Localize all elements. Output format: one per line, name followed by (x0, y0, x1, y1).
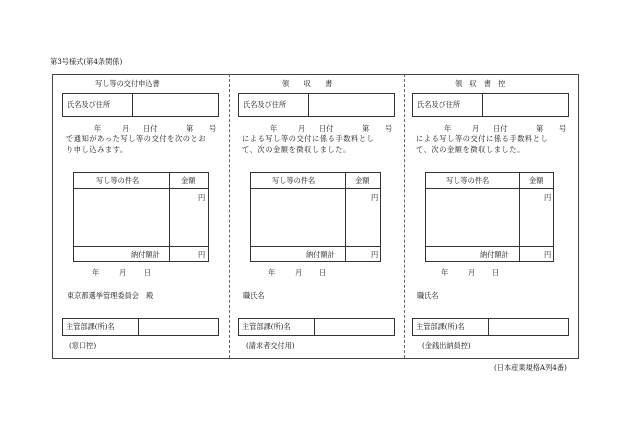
issue-date-year: 年 (268, 268, 276, 277)
number-suffix: 号 (385, 124, 393, 133)
body-line: て、次の金額を徴収しました。 (416, 145, 525, 154)
body-text (242, 133, 374, 155)
number-prefix: 第 (186, 124, 194, 133)
dept-label: 主管部課(所)名 (416, 322, 465, 331)
copy-label: (請求者交付用) (246, 341, 295, 350)
amount-unit: 円 (371, 193, 379, 202)
total-unit: 円 (198, 250, 206, 259)
date-month: 月 (298, 124, 306, 133)
date-year: 年 (94, 124, 102, 133)
issue-date-month: 月 (119, 268, 127, 277)
perforation-line-1 (229, 74, 230, 358)
date-year: 年 (444, 124, 452, 133)
amount-header: 金額 (355, 176, 370, 185)
body-line: による写し等の交付に係る手数料とし (242, 134, 375, 143)
amount-header: 金額 (181, 176, 196, 185)
total-unit: 円 (544, 250, 552, 259)
issue-date-day: 日 (319, 268, 327, 277)
body-line: で通知があった写し等の交付を次のとお (66, 134, 207, 143)
issue-date-year: 年 (92, 268, 100, 277)
date-day-suffix: 日付 (493, 124, 508, 133)
name-address-label: 氏名及び住所 (67, 100, 111, 109)
section-title: 写し等の交付申込書 (95, 79, 160, 88)
dept-label: 主管部課(所)名 (242, 322, 291, 331)
item-header: 写し等の件名 (446, 176, 490, 185)
copy-label: (金銭出納員控) (422, 341, 471, 350)
name-address-label: 氏名及び住所 (417, 100, 461, 109)
date-year: 年 (270, 124, 278, 133)
date-month: 月 (122, 124, 130, 133)
body-line: り申し込みます。 (66, 145, 128, 154)
name-address-label: 氏名及び住所 (243, 100, 287, 109)
date-day-suffix: 日付 (143, 124, 158, 133)
copy-label: (窓口控) (69, 341, 97, 350)
body-line: て、次の金額を徴収しました。 (242, 145, 351, 154)
issue-date-year: 年 (441, 268, 449, 277)
dept-label: 主管部課(所)名 (66, 322, 115, 331)
number-suffix: 号 (559, 124, 567, 133)
official-name-label: 職氏名 (417, 291, 439, 300)
section-title: 領 収 書 控 (455, 79, 506, 88)
total-label: 納付額計 (131, 250, 160, 259)
item-header: 写し等の件名 (96, 176, 140, 185)
addressee: 東京都選挙管理委員会 殿 (67, 291, 154, 300)
date-day-suffix: 日付 (319, 124, 334, 133)
perforation-line-2 (404, 74, 405, 358)
total-label: 納付額計 (480, 250, 509, 259)
official-name-label: 職氏名 (243, 291, 265, 300)
paper-size-note: (日本産業規格A列4番) (494, 363, 567, 372)
total-label: 納付額計 (306, 250, 335, 259)
number-prefix: 第 (536, 124, 544, 133)
number-prefix: 第 (362, 124, 370, 133)
fee-table (250, 172, 381, 262)
date-month: 月 (472, 124, 480, 133)
amount-unit: 円 (198, 193, 206, 202)
item-header: 写し等の件名 (272, 176, 316, 185)
body-text (416, 133, 548, 155)
fee-table (425, 172, 554, 262)
fee-table (73, 172, 209, 262)
body-line: による写し等の交付に係る手数料とし (416, 134, 549, 143)
amount-unit: 円 (544, 193, 552, 202)
issue-date-month: 月 (468, 268, 476, 277)
issue-date-day: 日 (144, 268, 152, 277)
total-unit: 円 (371, 250, 379, 259)
number-suffix: 号 (209, 124, 217, 133)
amount-header: 金額 (529, 176, 544, 185)
body-text (66, 133, 206, 155)
form-number: 第3号様式(第4条関係) (50, 57, 123, 66)
issue-date-month: 月 (295, 268, 303, 277)
section-title: 領 収 書 (282, 79, 333, 88)
issue-date-day: 日 (492, 268, 500, 277)
